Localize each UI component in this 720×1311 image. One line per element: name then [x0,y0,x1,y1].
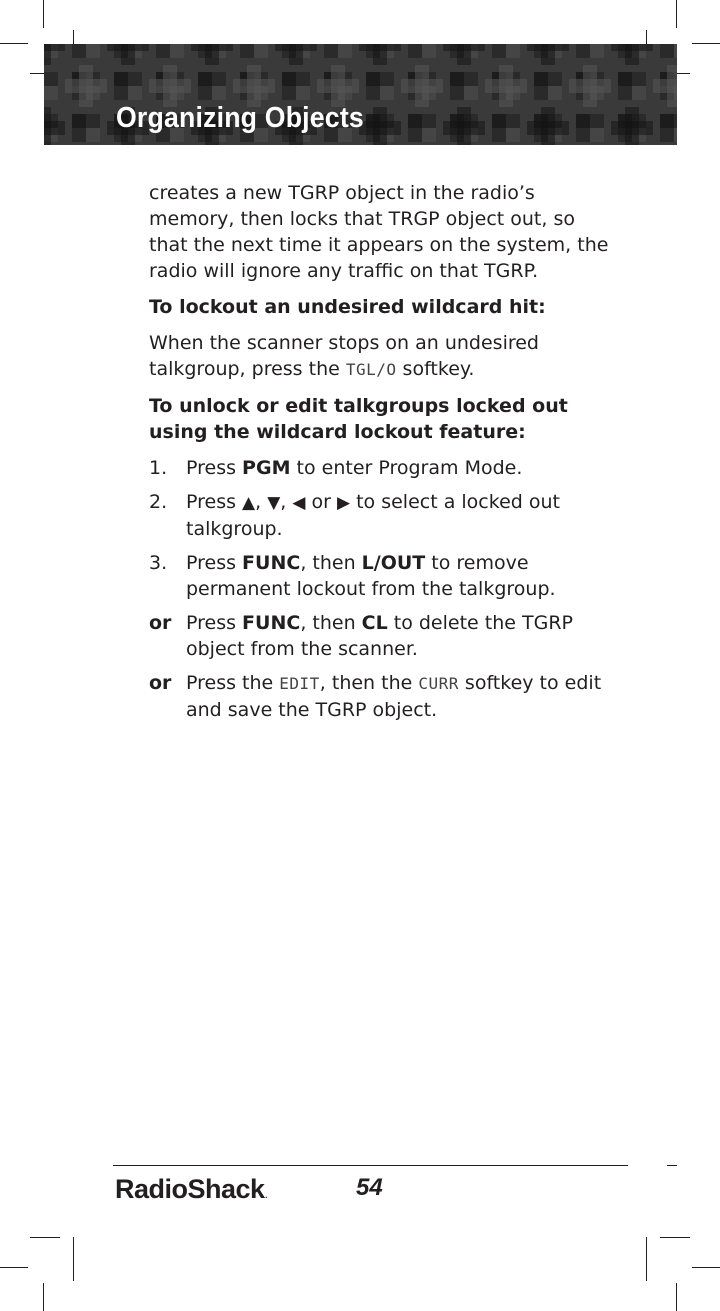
list-item [149,550,619,602]
crop-mark [43,0,44,28]
intro-paragraph: creates a new TGRP object in the radio’s memory, then locks that TRGP object out, so that the next time it appears on the system, the radio will ignore any traffic on that TGRP. [149,182,609,282]
step-number: 3. [149,552,168,574]
header-banner [44,44,677,145]
text: to enter Program Mode. [290,457,523,479]
key-cl: CL [361,612,388,634]
footer-divider [113,1165,628,1166]
brand-logo [115,1174,267,1205]
page-content [149,180,619,731]
key-pgm: PGM [242,457,291,479]
text: Press the [186,672,280,694]
crop-mark [676,0,677,28]
right-arrow-icon: ▶ [336,493,351,513]
crop-mark [692,43,720,44]
text: Press [186,491,243,513]
text: , then [300,552,362,574]
crop-mark [0,1267,28,1268]
step-text [186,489,619,542]
text: to delete the TGRP object from the scanner. [186,612,573,660]
step-text [186,610,619,662]
text: When the scanner stops on an undesired talkgroup, press the [149,332,539,380]
step-text [186,670,619,723]
text: , then the [319,672,419,694]
softkey-tglo: TGL/O [345,360,397,379]
brand-dot: . [264,1187,268,1201]
text: , [255,491,268,513]
step-text [186,550,619,602]
key-lout: L/OUT [361,552,426,574]
crop-mark [30,1237,60,1238]
text: Press [186,612,243,634]
text: softkey. [396,358,475,380]
list-item [149,610,619,662]
crop-mark [646,1237,647,1281]
step-number: 2. [149,491,168,513]
step-or-label: or [149,612,172,634]
crop-mark [0,43,28,44]
crop-mark [660,1237,690,1238]
crop-mark [676,1283,677,1311]
text: softkey to edit and save the TGRP object. [186,672,602,721]
section-heading-unlock: To unlock or edit talkgroups locked out using the wildcard lockout feature: [149,395,568,443]
text: to select a locked out talkgroup. [186,491,560,540]
key-func: FUNC [242,552,301,574]
section-heading-lockout: To lockout an undesired wildcard hit: [149,296,546,318]
text: , [280,491,293,513]
lockout-instructions [149,330,619,383]
page-title: Organizing Objects [116,102,364,134]
footer-tick [667,1165,677,1166]
text: , then [300,612,362,634]
left-arrow-icon: ◀ [292,493,306,513]
crop-mark [692,1267,720,1268]
text: to remove permanent lockout from the talkgroup. [186,552,556,600]
softkey-edit: EDIT [279,674,320,693]
down-arrow-icon: ▼ [267,493,281,513]
text: Press [186,552,243,574]
list-item [149,489,619,542]
step-or-label: or [149,672,172,694]
text: or [305,491,337,513]
list-item [149,670,619,723]
step-text [186,455,619,481]
brand-name: RadioShack [115,1174,265,1204]
text: Press [186,457,243,479]
crop-mark [73,1237,74,1281]
step-number: 1. [149,457,168,479]
key-func: FUNC [242,612,301,634]
crop-mark [43,1283,44,1311]
softkey-curr: CURR [418,674,459,693]
list-item [149,455,619,481]
up-arrow-icon: ▲ [242,493,256,513]
page-number: 54 [356,1174,383,1201]
